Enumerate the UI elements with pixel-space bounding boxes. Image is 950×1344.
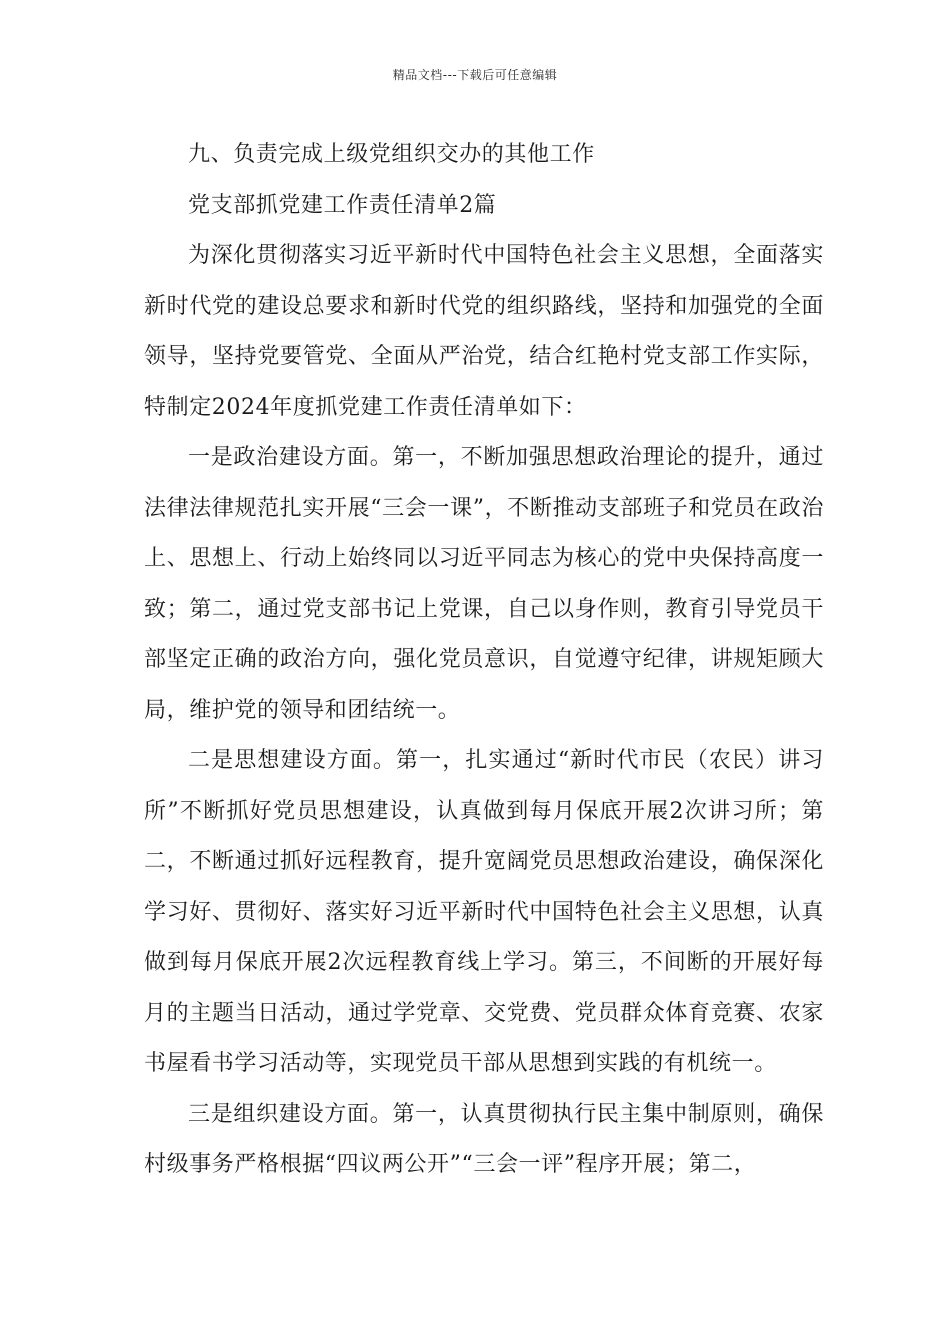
paragraph-ideological-construction: 二是思想建设方面。第一，扎实通过“新时代市民（农民）讲习所”不断抓好党员思想建设，认真做到每月保底开展2次讲习所；第二，不断通过抓好远程教育，提升宽阔党员思想政治建设，确保深化学习好、贯彻好、落实好习近平新时代中国特色社会主义思想，认真做到每月保底开展2次远程教育线上学习。第三，不间断的开展好每月的主题当日活动，通过学党章、交党费、党员群众体育竞赛、农家书屋看书学习活动等，实现党员干部从思想到实践的有机统一。 — [144, 748, 824, 1076]
page-header: 精品文档---下载后可任意编辑 — [392, 68, 558, 82]
paragraph-intro: 为深化贯彻落实习近平新时代中国特色社会主义思想，全面落实新时代党的建设总要求和新时代党的组织路线，坚持和加强党的全面领导，坚持党要管党、全面从严治党，结合红艳村党支部工作实际，特制定2024年度抓党建工作责任清单如下： — [144, 243, 824, 420]
paragraph-organizational-construction: 三是组织建设方面。第一，认真贯彻执行民主集中制原则，确保村级事务严格根据“四议两公开”“三会一评”程序开展；第二， — [144, 1101, 824, 1177]
paragraph-political-construction: 一是政治建设方面。第一，不断加强思想政治理论的提升，通过法律法律规范扎实开展“三会一课”，不断推动支部班子和党员在政治上、思想上、行动上始终同以习近平同志为核心的党中央保持高度一致；第二，通过党支部书记上党课，自己以身作则，教育引导党员干部坚定正确的政治方向，强化党员意识，自觉遵守纪律，讲规矩顾大局，维护党的领导和团结统一。 — [144, 445, 824, 723]
document-body — [144, 130, 824, 1191]
paragraph-item-nine: 九、负责完成上级党组织交办的其他工作 — [188, 142, 595, 167]
document-title: 党支部抓党建工作责任清单2篇 — [188, 192, 497, 218]
